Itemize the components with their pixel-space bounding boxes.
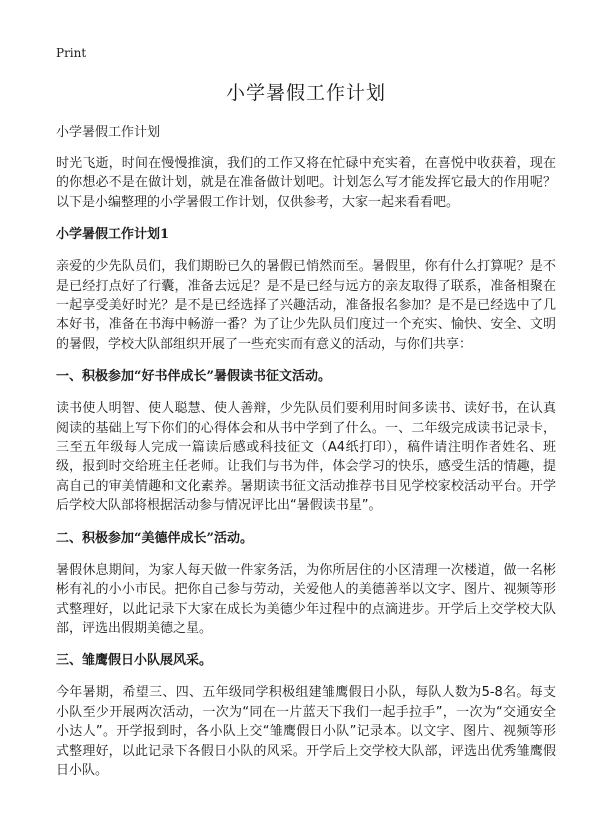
page-title: 小学暑假工作计划 — [225, 82, 386, 104]
section-heading-reading: 一、积极参加“好书伴成长”暑假读书征文活动。 — [56, 369, 331, 385]
intro-paragraph: 时光飞逝，时间在慢慢推演，我们的工作又将在忙碌中充实着，在喜悦中收获着，现在的你想必不是在做计划，就是在准备做计划吧。计划怎么写才能发挥它最大的作用呢？以下是小编整理的小学暑假工作计划，仅供参考，大家一起来看看吧。 — [56, 156, 556, 210]
plan-heading: 小学暑假工作计划1 — [56, 227, 170, 243]
section-body-reading: 读书使人明智、使人聪慧、使人善辩，少先队员们要利用时间多读书、读好书，在认真阅读的基础上写下你们的心得体会和从书中学到了什么。一、二年级完成读书记录卡，三至五年级每人完成一篇读后感或科技征文（A4纸打印），稿件请注明作者姓名、班级，报到时交给班主任老师。让我们与书为伴，体会学习的快乐，感受生活的情趣，提高自己的审美情趣和文化素养。暑期读书征文活动推荐书目见学校家校活动平台。开学后学校大队部将根据活动参与情况评比出“暑假读书星”。 — [56, 401, 556, 514]
section-heading-squad: 三、雏鹰假日小队展风采。 — [56, 653, 213, 669]
article — [56, 78, 556, 793]
section-body-squad: 今年暑期，希望三、四、五年级同学积极组建雏鹰假日小队，每队人数为5-8名。每支小队至少开展两次活动，一次为“同在一片蓝天下我们一起手拉手”，一次为“交通安全小达人”。开学报到时，各小队上交“雏鹰假日小队”记录本。以文字、图片、视频等形式整理好，以此记录下各假日小队的风采。开学后上交学校大队部，评选出优秀雏鹰假日小队。 — [56, 685, 556, 778]
plan-intro-paragraph: 亲爱的少先队员们，我们期盼已久的暑假已悄然而至。暑假里，你有什么打算呢？是不是已经打点好了行囊，准备去远足？是不是已经与远方的亲友取得了联系，准备相聚在一起享受美好时光？是不是已经选择了兴趣活动，准备报名参加？是不是已经选中了几本好书，准备在书海中畅游一番？为了让少先队员们度过一个充实、愉快、安全、文明的暑假，学校大队部组织开展了一些充实而有意义的活动，与你们共享： — [56, 259, 556, 352]
print-link[interactable]: Print — [56, 46, 87, 60]
section-body-virtue: 暑假休息期间，为家人每天做一件家务活，为你所居住的小区清理一次楼道，做一名彬彬有礼的小小市民。把你自己参与劳动，关爱他人的美德善举以文字、图片、视频等形式整理好，以此记录下大家在成长为美德少年过程中的点滴进步。开学后上交学校大队部，评选出假期美德之星。 — [56, 562, 556, 636]
section-heading-virtue: 二、积极参加“美德伴成长”活动。 — [56, 530, 253, 546]
article-subtitle: 小学暑假工作计划 — [56, 125, 161, 140]
